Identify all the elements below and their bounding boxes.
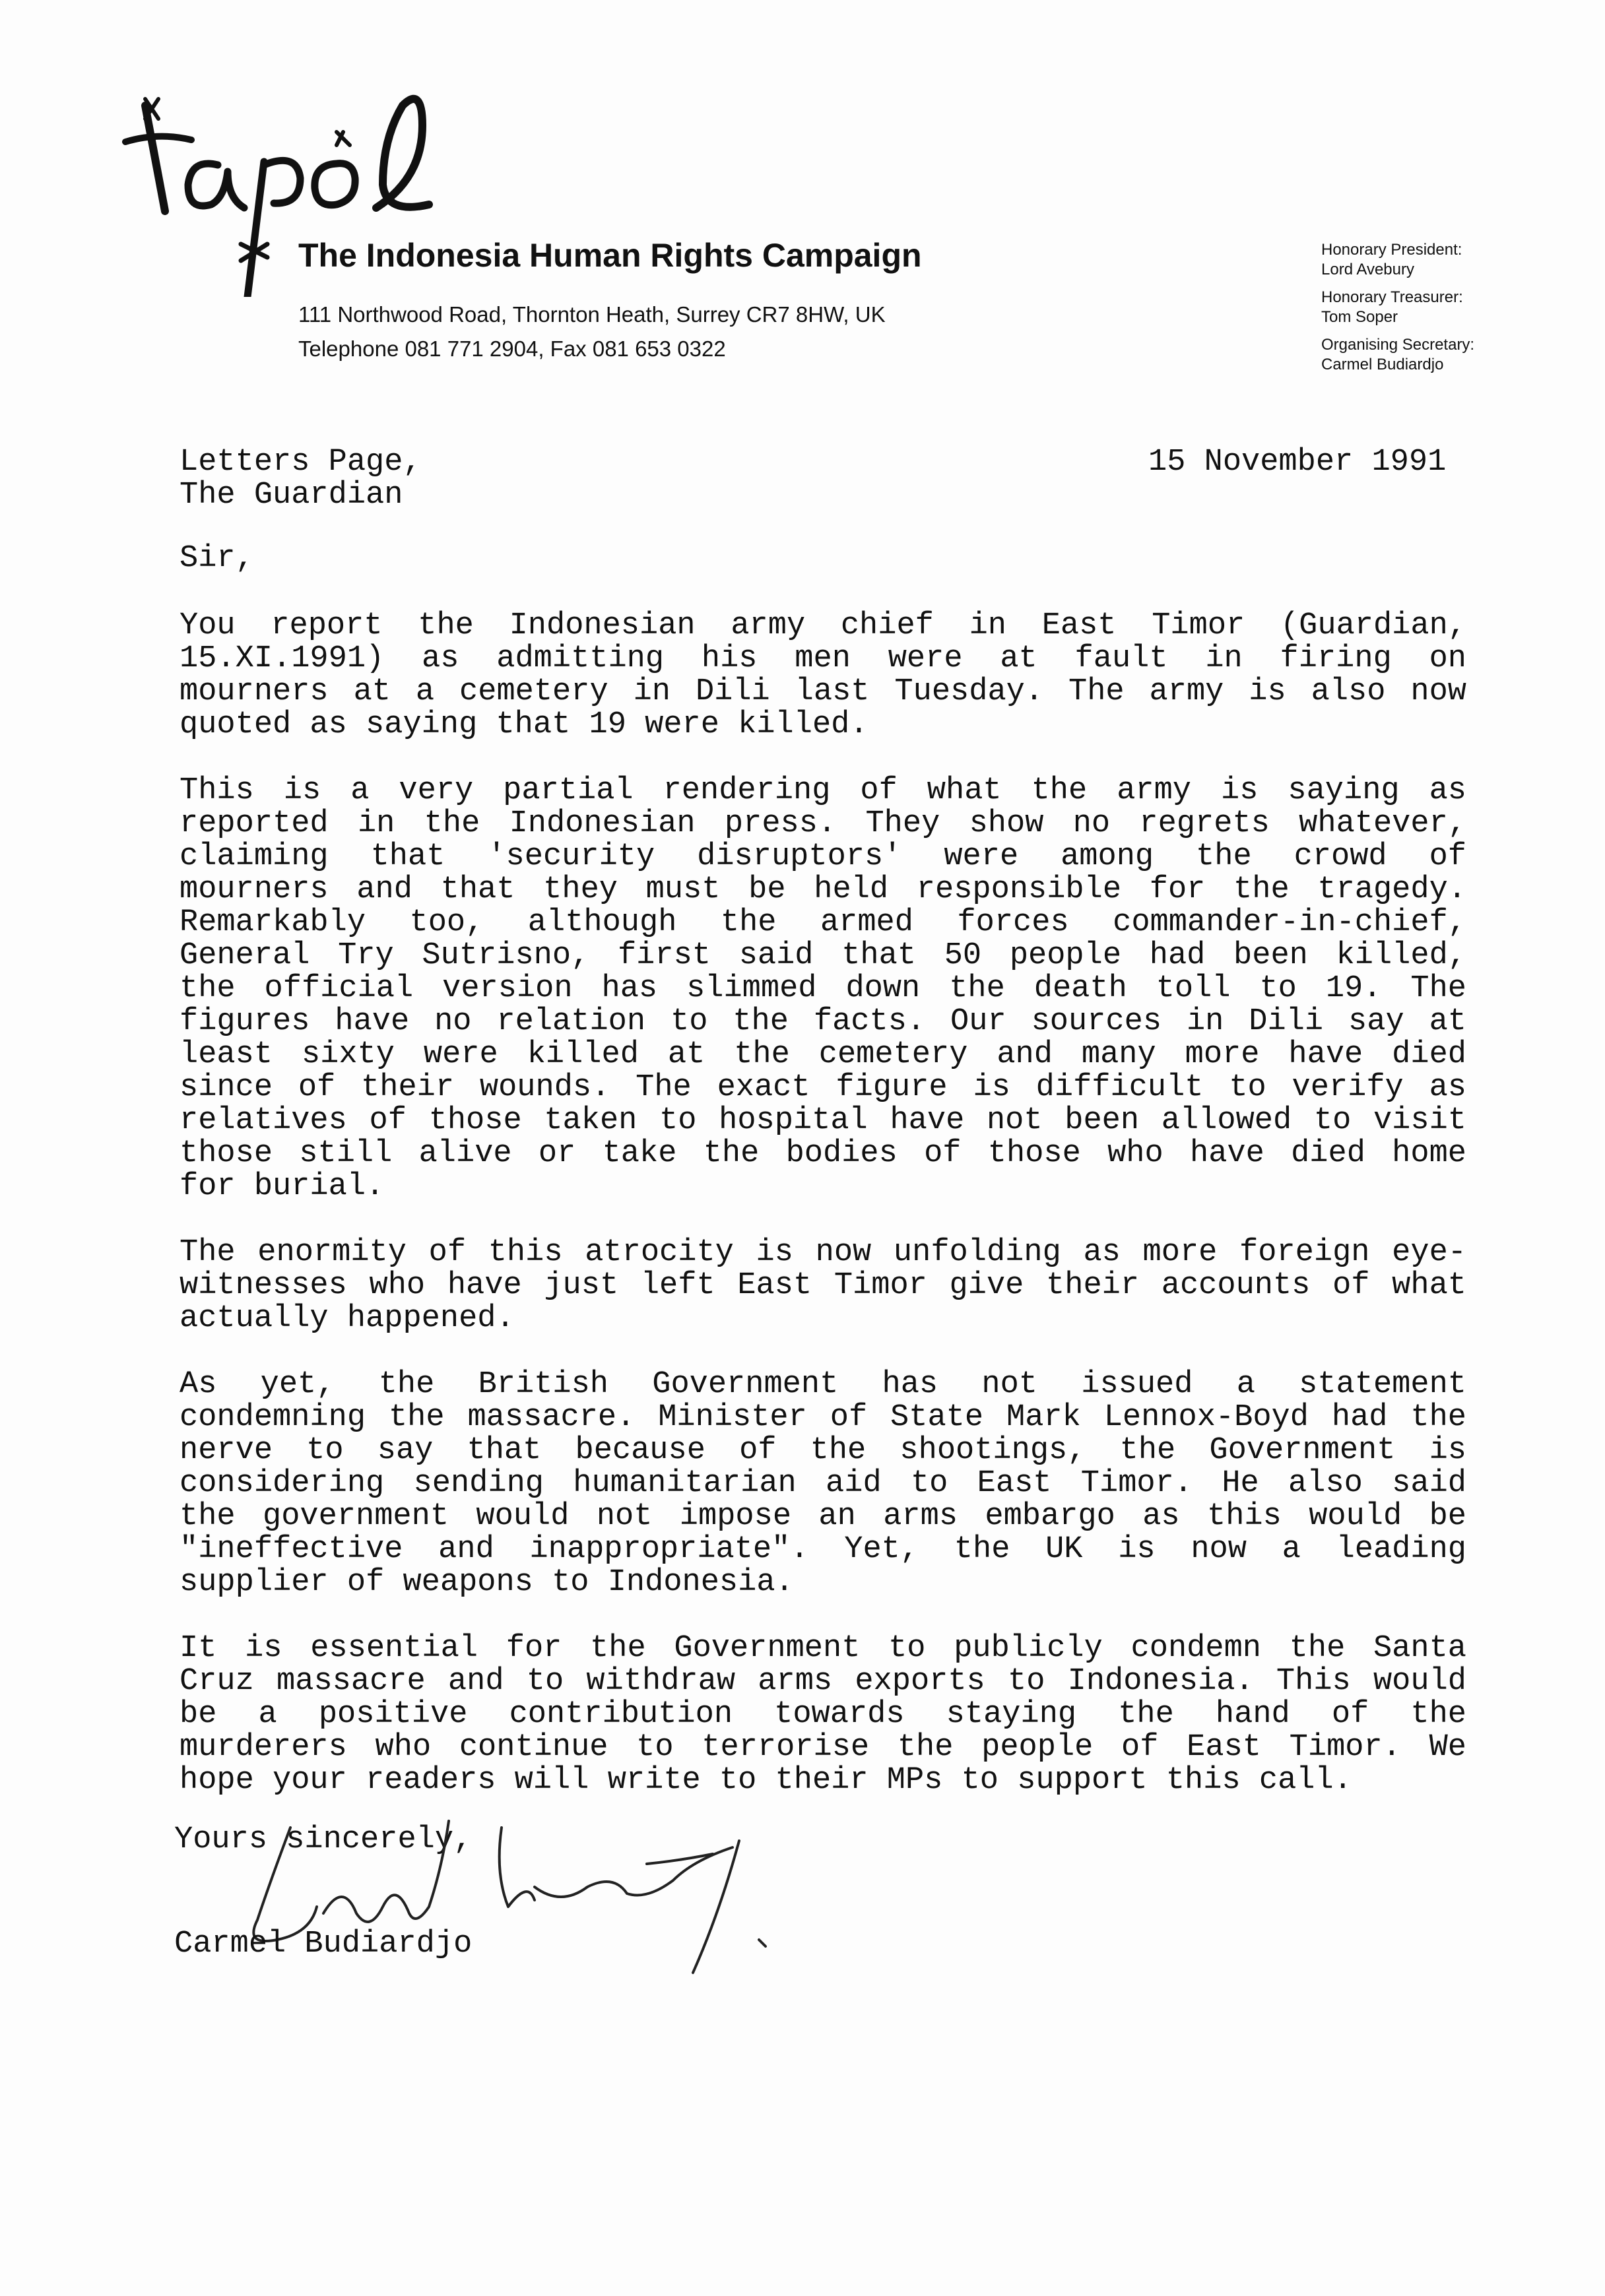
officer-honorary-president: [1321, 240, 1474, 280]
body-line: This is a very partial rendering of what the army is saying as: [180, 773, 1466, 808]
body-paragraph: [180, 1368, 1466, 1599]
officer-role: Organising Secretary:: [1321, 336, 1475, 354]
officer-name: Carmel Budiardjo: [1321, 356, 1444, 373]
letter-body: [180, 610, 1466, 1830]
org-address: 111 Northwood Road, Thornton Heath, Surrey CR7 8HW, UK: [298, 302, 886, 327]
org-name: The Indonesia Human Rights Campaign: [298, 237, 922, 274]
body-line: Cruz massacre and to withdraw arms exports to Indonesia. This would: [180, 1664, 1466, 1699]
body-line: the official version has slimmed down the death toll to 19. The: [180, 971, 1466, 1006]
body-line: supplier of weapons to Indonesia.: [180, 1565, 794, 1600]
body-line: mourners at a cemetery in Dili last Tuesday. The army is also now: [180, 674, 1466, 709]
body-line: the government would not impose an arms embargo as this would be: [180, 1499, 1466, 1534]
officer-organising-secretary: [1321, 335, 1474, 375]
body-line: figures have no relation to the facts. Our sources in Dili say at: [180, 1004, 1466, 1039]
recipient-block: [180, 446, 422, 512]
body-line: The enormity of this atrocity is now unfolding as more foreign eye-: [180, 1235, 1466, 1270]
body-line: murderers who continue to terrorise the people of East Timor. We: [180, 1730, 1466, 1765]
body-line: condemning the massacre. Minister of State Mark Lennox-Boyd had the: [180, 1400, 1466, 1435]
letter-date: 15 November 1991: [1148, 445, 1447, 480]
signer-name: Carmel Budiardjo: [174, 1927, 473, 1961]
body-line: reported in the Indonesian press. They show no regrets whatever,: [180, 806, 1466, 841]
body-line: for burial.: [180, 1169, 385, 1204]
officer-role: Honorary Treasurer:: [1321, 288, 1463, 306]
recipient-line: Letters Page,: [180, 445, 422, 480]
body-line: claiming that 'security disruptors' were among the crowd of: [180, 839, 1466, 874]
body-line: considering sending humanitarian aid to East Timor. He also said: [180, 1466, 1466, 1501]
body-line: hope your readers will write to their MPs to support this call.: [180, 1763, 1352, 1798]
officer-name: Lord Avebury: [1321, 261, 1414, 278]
body-line: nerve to say that because of the shootings, the Government is: [180, 1433, 1466, 1468]
officer-role: Honorary President:: [1321, 241, 1462, 259]
body-paragraph: [180, 610, 1466, 742]
body-line: "ineffective and inappropriate". Yet, the UK is now a leading: [180, 1532, 1466, 1567]
org-phone-fax: Telephone 081 771 2904, Fax 081 653 0322: [298, 336, 726, 361]
body-line: 15.XI.1991) as admitting his men were at fault in firing on: [180, 641, 1466, 676]
body-line: Remarkably too, although the armed forces commander-in-chief,: [180, 905, 1466, 940]
body-line: since of their wounds. The exact figure is difficult to verify as: [180, 1070, 1466, 1105]
body-paragraph: [180, 1236, 1466, 1335]
body-line: least sixty were killed at the cemetery and many more have died: [180, 1037, 1466, 1072]
closing: Yours sincerely,: [174, 1822, 473, 1857]
salutation: Sir,: [180, 541, 254, 576]
body-line: mourners and that they must be held responsible for the tragedy.: [180, 872, 1466, 907]
officers-list: [1321, 240, 1474, 383]
recipient-line: The Guardian: [180, 478, 403, 513]
body-line: witnesses who have just left East Timor give their accounts of what: [180, 1268, 1466, 1303]
signature-icon: [218, 1748, 812, 1999]
body-paragraph: [180, 775, 1466, 1203]
body-line: As yet, the British Government has not issued a statement: [180, 1367, 1466, 1402]
body-line: actually happened.: [180, 1301, 515, 1336]
body-line: those still alive or take the bodies of those who have died home: [180, 1136, 1466, 1171]
body-line: quoted as saying that 19 were killed.: [180, 707, 868, 742]
body-line: relatives of those taken to hospital have not been allowed to visit: [180, 1103, 1466, 1138]
handwritten-signature: [218, 1748, 812, 1999]
body-line: It is essential for the Government to publicly condemn the Santa: [180, 1631, 1466, 1666]
body-line: You report the Indonesian army chief in East Timor (Guardian,: [180, 608, 1466, 643]
officer-name: Tom Soper: [1321, 308, 1398, 326]
officer-honorary-treasurer: [1321, 288, 1474, 327]
body-line: General Try Sutrisno, first said that 50 people had been killed,: [180, 938, 1466, 973]
body-line: be a positive contribution towards staying the hand of the: [180, 1697, 1466, 1732]
